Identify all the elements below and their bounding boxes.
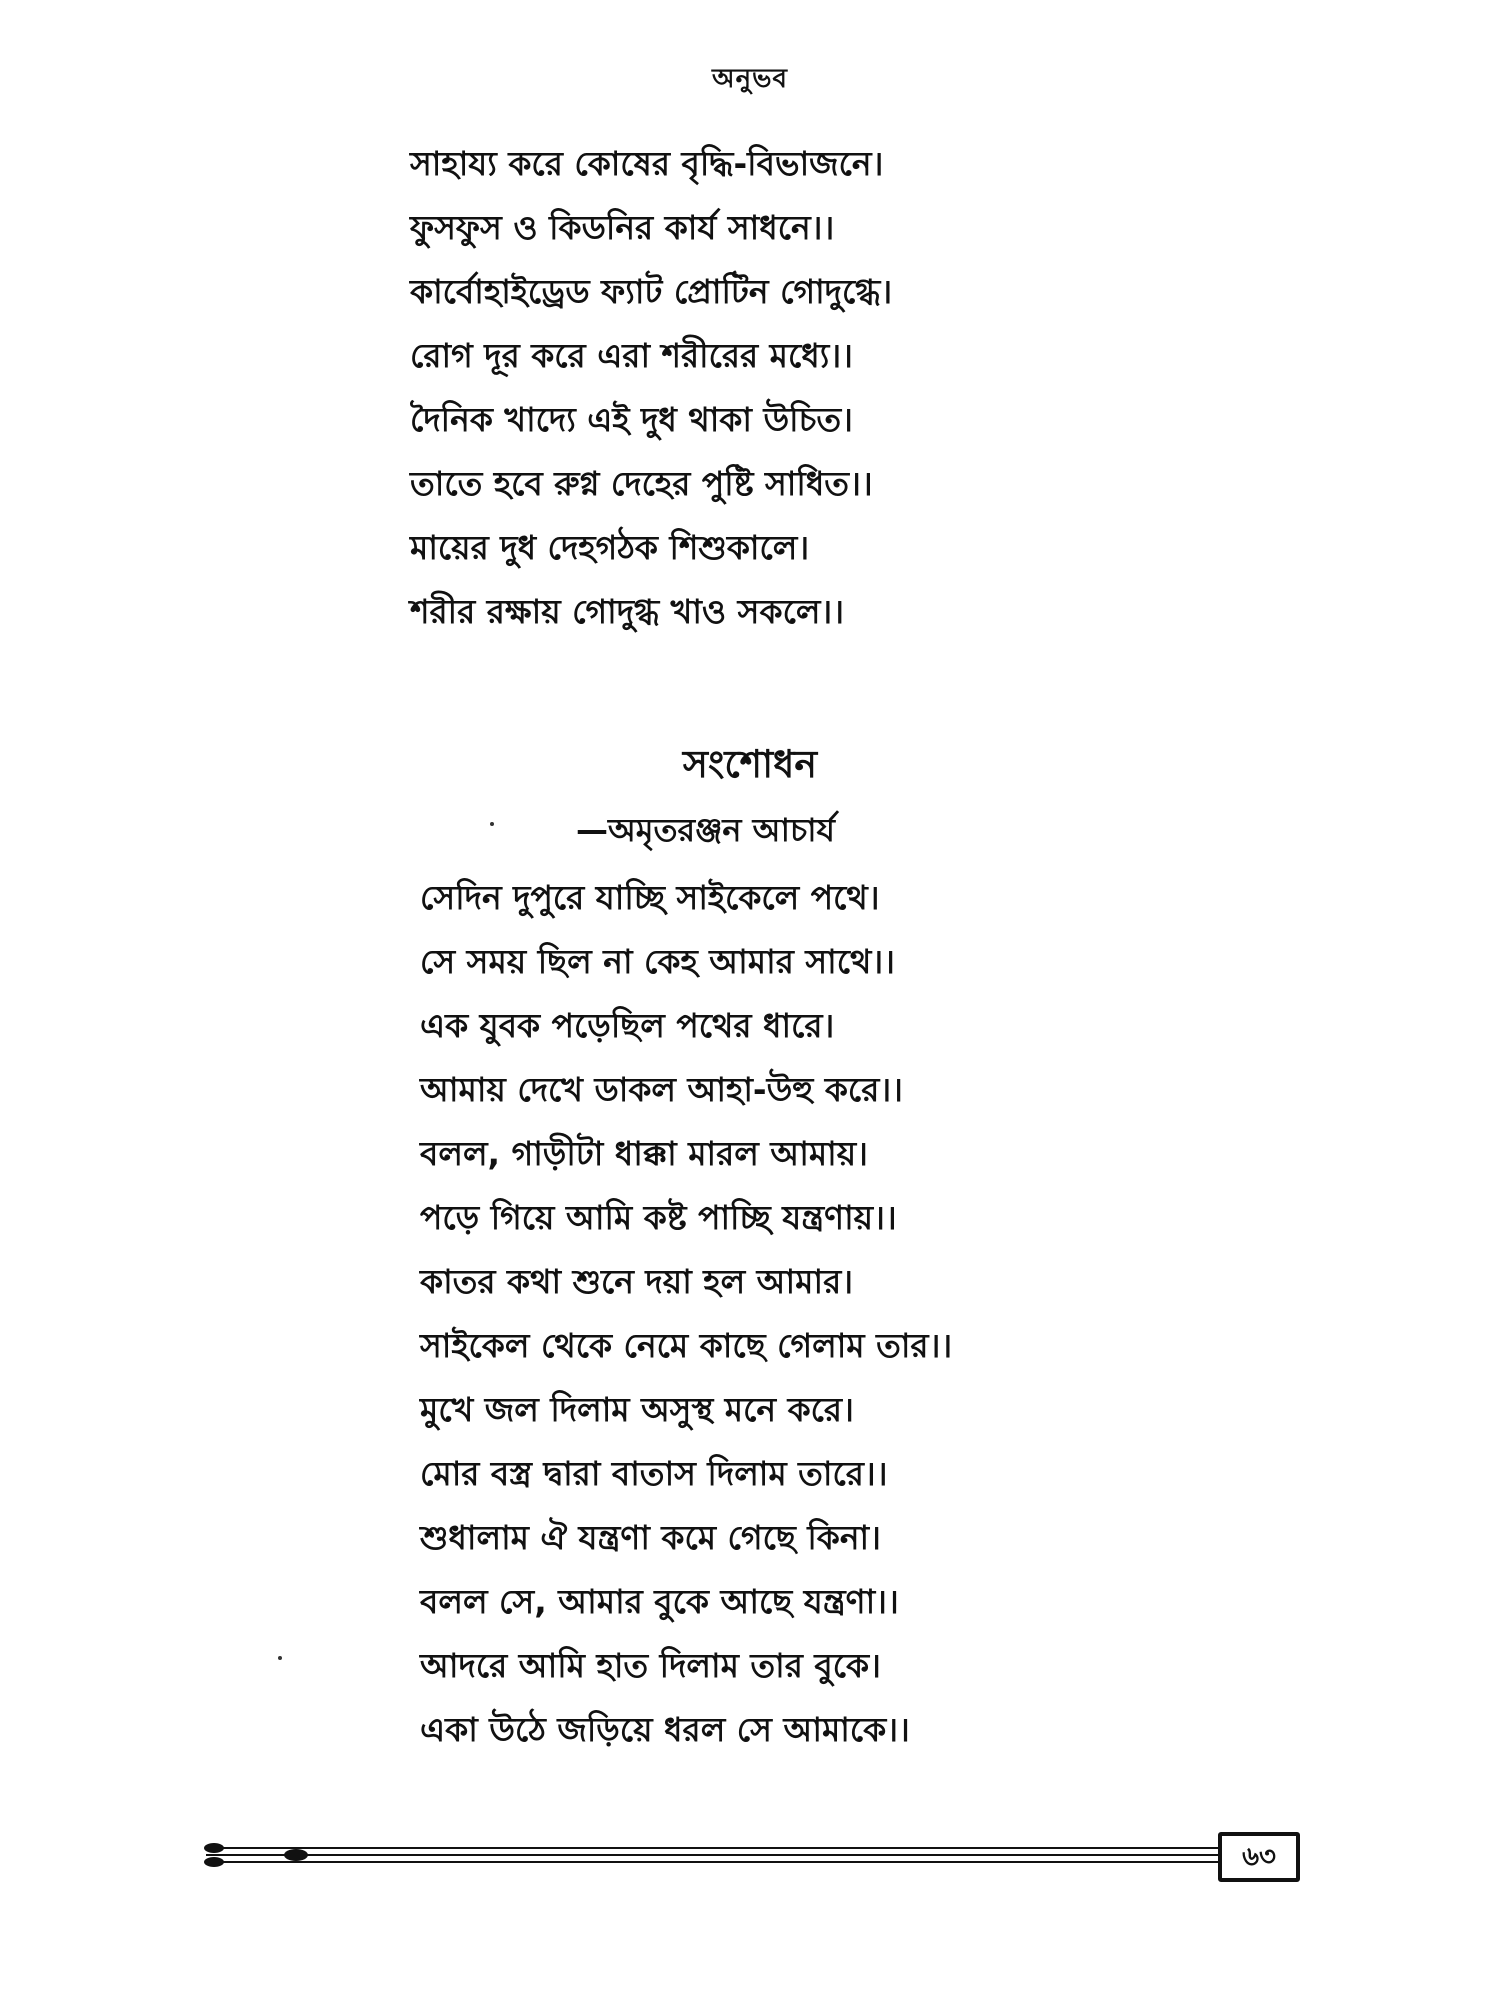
poem-line: একা উঠে জড়িয়ে ধরল সে আমাকে।। xyxy=(420,1710,910,1749)
poem-line: কার্বোহাইড্রেড ফ্যাট প্রোটিন গোদুগ্ধে। xyxy=(410,272,893,311)
poem-line: আদরে আমি হাত দিলাম তার বুকে। xyxy=(420,1646,881,1685)
poem-line: এক যুবক পড়েছিল পথের ধারে। xyxy=(420,1006,835,1045)
poem-line: মায়ের দুধ দেহগঠক শিশুকালে। xyxy=(410,528,810,567)
poem-line: সে সময় ছিল না কেহ আমার সাথে।। xyxy=(420,942,895,981)
ink-speck xyxy=(490,822,494,826)
poem-lines xyxy=(420,866,952,1762)
ink-speck xyxy=(278,1656,282,1660)
poem-line: বলল সে, আমার বুকে আছে যন্ত্রণা।। xyxy=(420,1582,899,1621)
poem-line: সেদিন দুপুরে যাচ্ছি সাইকেলে পথে। xyxy=(420,878,880,917)
poem-line: রোগ দূর করে এরা শরীরের মধ্যে।। xyxy=(410,336,853,375)
poem-title: সংশোধন xyxy=(682,742,818,786)
poem-line: আমায় দেখে ডাকল আহা-উহু করে।। xyxy=(420,1070,903,1109)
poem-line: সাহায্য করে কোষের বৃদ্ধি-বিভাজনে। xyxy=(410,144,884,183)
poem-line: শুধালাম ঐ যন্ত্রণা কমে গেছে কিনা। xyxy=(420,1518,881,1557)
poem-author: —অমৃতরঞ্জন আচার্য xyxy=(576,811,835,849)
running-header: অনুভব xyxy=(712,64,788,94)
poem-line: বলল, গাড়ীটা ধাক্কা মারল আমায়। xyxy=(420,1134,868,1173)
poem-line: মোর বস্ত্র দ্বারা বাতাস দিলাম তারে।। xyxy=(420,1454,888,1493)
poem-line: সাইকেল থেকে নেমে কাছে গেলাম তার।। xyxy=(420,1326,953,1365)
poem-line: তাতে হবে রুগ্ন দেহের পুষ্টি সাধিত।। xyxy=(410,464,873,503)
poem-line: দৈনিক খাদ্যে এই দুধ থাকা উচিত। xyxy=(410,400,853,439)
page-number: ৬৩ xyxy=(1218,1832,1300,1882)
footer-ornament-rule xyxy=(200,1835,1220,1875)
poem-line: শরীর রক্ষায় গোদুগ্ধ খাও সকলে।। xyxy=(410,592,845,631)
poem-line: কাতর কথা শুনে দয়া হল আমার। xyxy=(420,1262,854,1301)
poem-line: ফুসফুস ও কিডনির কার্য সাধনে।। xyxy=(410,208,835,247)
poem-line: পড়ে গিয়ে আমি কষ্ট পাচ্ছি যন্ত্রণায়।। xyxy=(420,1198,897,1237)
poem-continued-lines xyxy=(410,132,892,644)
poem-line: মুখে জল দিলাম অসুস্থ মনে করে। xyxy=(420,1390,854,1429)
